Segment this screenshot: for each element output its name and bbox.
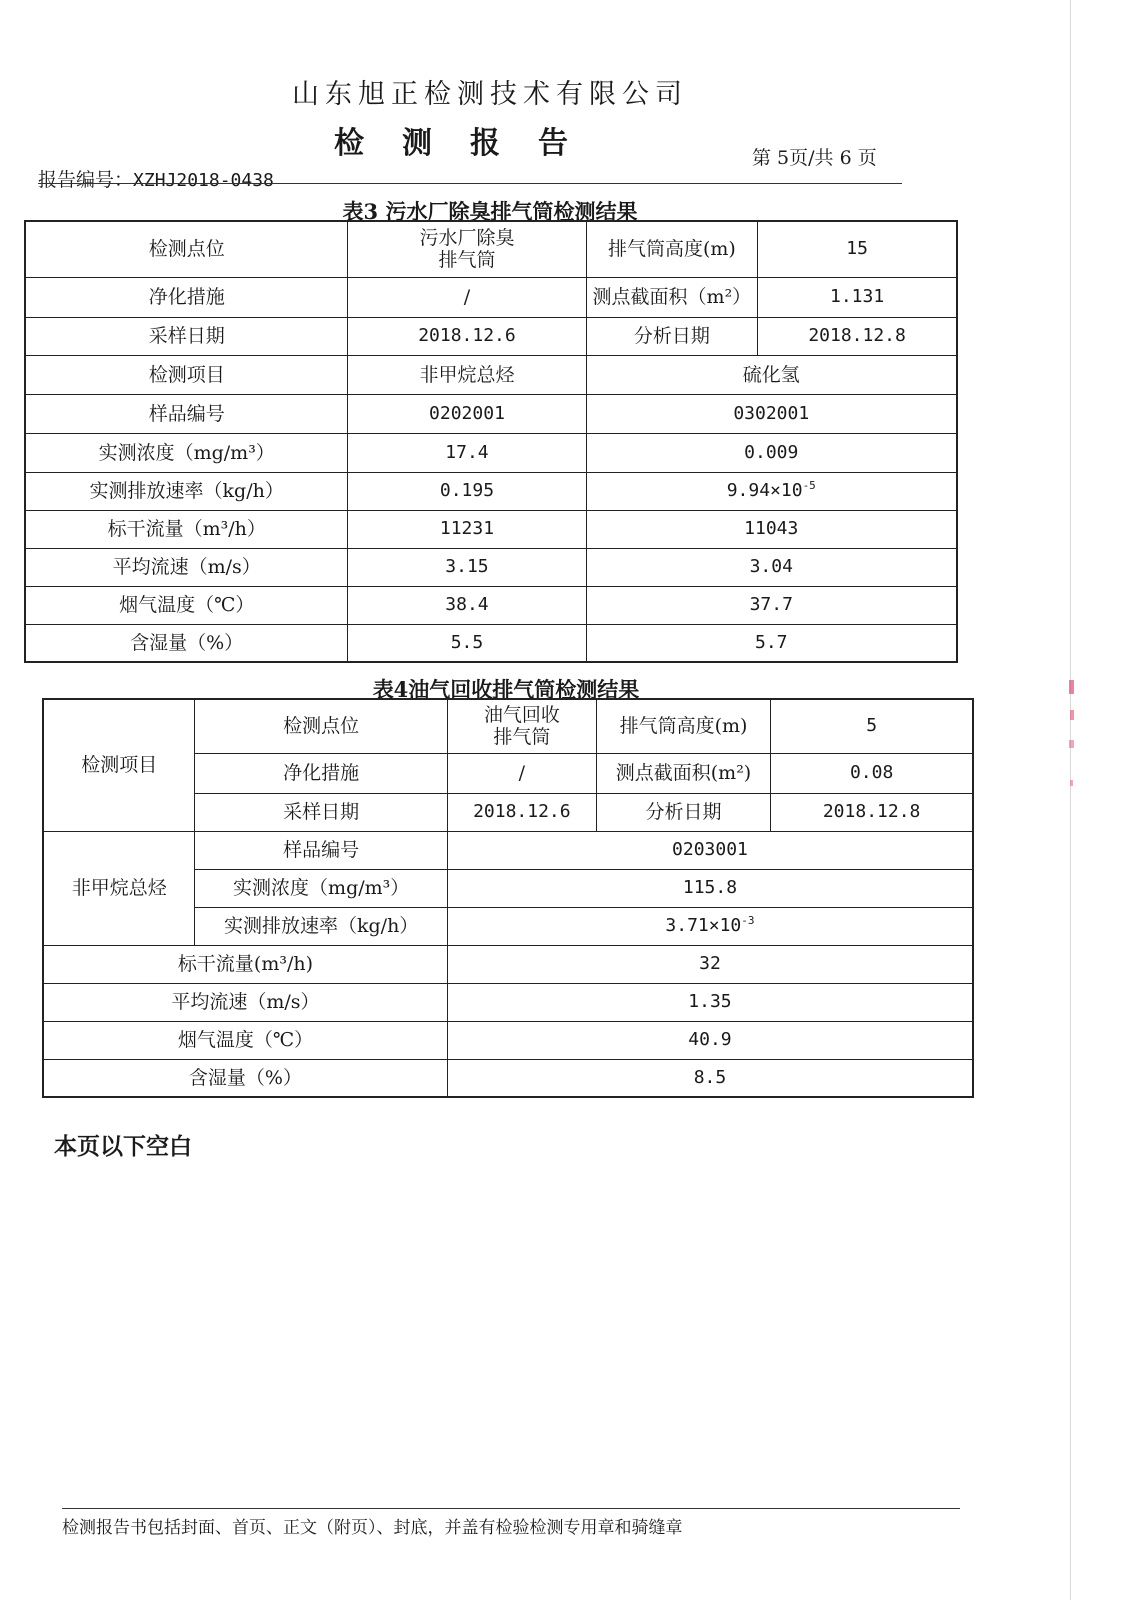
group-label: 非甲烷总烃	[43, 831, 195, 945]
rate-base: 9.94×10	[726, 480, 803, 501]
cell-value: 硫化氢	[586, 355, 957, 394]
cell-label: 含湿量（%）	[25, 624, 348, 662]
cell-value: 5.7	[586, 624, 957, 662]
rate-exponent: -5	[802, 479, 816, 492]
table-row	[25, 624, 957, 662]
cell-value	[447, 699, 596, 753]
cell-value: 5	[771, 699, 973, 753]
cell-value: 11231	[348, 510, 586, 548]
cell-label: 平均流速（m/s）	[25, 548, 348, 586]
cell-value: 11043	[586, 510, 957, 548]
footer-note: 检测报告书包括封面、首页、正文（附页）、封底，并盖有检验检测专用章和骑缝章	[62, 1518, 683, 1538]
table-row	[25, 433, 957, 472]
cell-label: 标干流量(m³/h)	[43, 945, 447, 983]
seam-stamp-fragment	[1068, 680, 1076, 800]
table4-caption: 表4油气回收排气筒检测结果	[372, 677, 640, 702]
cell-label: 排气筒高度(m)	[596, 699, 771, 753]
table-row	[25, 221, 957, 277]
table-row	[43, 945, 973, 983]
point-value-line1: 油气回收	[483, 704, 560, 727]
report-number-value: XZHJ2018-0438	[133, 170, 274, 191]
cell-label: 测点截面积(m²)	[596, 753, 771, 793]
cell-label: 检测点位	[25, 221, 348, 277]
table4	[42, 698, 974, 1098]
cell-value: 2018.12.6	[447, 793, 596, 831]
document-title: 检测报告	[334, 126, 606, 161]
cell-value: 0302001	[586, 394, 957, 433]
cell-label: 平均流速（m/s）	[43, 983, 447, 1021]
cell-value: 1.35	[447, 983, 973, 1021]
cell-value: 115.8	[447, 869, 973, 907]
cell-label: 样品编号	[195, 831, 448, 869]
rate-base: 3.71×10	[665, 915, 742, 936]
table-row	[43, 1021, 973, 1059]
group-label: 检测项目	[43, 699, 195, 831]
cell-label: 实测排放速率（kg/h）	[195, 907, 448, 945]
table-row	[25, 394, 957, 433]
cell-label: 采样日期	[25, 317, 348, 355]
cell-value: 38.4	[348, 586, 586, 624]
table-row	[25, 472, 957, 510]
point-value-line1: 污水厂除臭	[419, 227, 515, 250]
cell-value: 5.5	[348, 624, 586, 662]
table-row	[43, 699, 973, 753]
cell-value: 8.5	[447, 1059, 973, 1097]
cell-value: 15	[758, 221, 957, 277]
cell-label: 实测浓度（mg/m³）	[195, 869, 448, 907]
table-row	[25, 586, 957, 624]
report-number	[38, 165, 274, 192]
footer-rule	[62, 1508, 960, 1509]
cell-value: 40.9	[447, 1021, 973, 1059]
table-row	[43, 983, 973, 1021]
cell-label: 含湿量（%）	[43, 1059, 447, 1097]
cell-value: 非甲烷总烃	[348, 355, 586, 394]
cell-label: 净化措施	[195, 753, 448, 793]
cell-value: 3.15	[348, 548, 586, 586]
cell-label: 排气筒高度(m)	[586, 221, 758, 277]
cell-value: 0.009	[586, 433, 957, 472]
page-info: 第 5页/共 6 页	[752, 147, 877, 169]
cell-value: /	[348, 277, 586, 317]
cell-label: 实测排放速率（kg/h）	[25, 472, 348, 510]
cell-label: 烟气温度（℃）	[43, 1021, 447, 1059]
cell-value: 32	[447, 945, 973, 983]
cell-label: 净化措施	[25, 277, 348, 317]
cell-value: 2018.12.6	[348, 317, 586, 355]
cell-value: 2018.12.8	[758, 317, 957, 355]
rate-exponent: -3	[741, 914, 755, 927]
table-row	[25, 355, 957, 394]
cell-value: 2018.12.8	[771, 793, 973, 831]
cell-label: 测点截面积（m²）	[586, 277, 758, 317]
point-value-line2: 排气筒	[493, 726, 551, 749]
blank-below-note: 本页以下空白	[54, 1134, 192, 1160]
cell-value	[586, 472, 957, 510]
cell-value: 0203001	[447, 831, 973, 869]
table3	[24, 220, 958, 663]
table-row	[43, 831, 973, 869]
report-number-label: 报告编号：	[38, 169, 134, 191]
cell-label: 检测点位	[195, 699, 448, 753]
table-row	[25, 548, 957, 586]
cell-value: 0.195	[348, 472, 586, 510]
table3-caption: 表3 污水厂除臭排气筒检测结果	[342, 199, 638, 224]
cell-label: 标干流量（m³/h）	[25, 510, 348, 548]
cell-value: 0.08	[771, 753, 973, 793]
table-row	[25, 317, 957, 355]
table-row	[25, 510, 957, 548]
cell-value	[447, 907, 973, 945]
seam-stamp-marks	[1068, 680, 1076, 800]
cell-value: 37.7	[586, 586, 957, 624]
cell-label: 样品编号	[25, 394, 348, 433]
cell-value	[348, 221, 586, 277]
cell-label: 分析日期	[586, 317, 758, 355]
header-rule	[38, 183, 902, 184]
table-row	[25, 277, 957, 317]
cell-label: 实测浓度（mg/m³）	[25, 433, 348, 472]
cell-label: 采样日期	[195, 793, 448, 831]
cell-value: /	[447, 753, 596, 793]
cell-label: 检测项目	[25, 355, 348, 394]
table-row	[43, 1059, 973, 1097]
cell-label: 烟气温度（℃）	[25, 586, 348, 624]
company-name: 山东旭正检测技术有限公司	[292, 79, 688, 110]
cell-value: 1.131	[758, 277, 957, 317]
cell-label: 分析日期	[596, 793, 771, 831]
cell-value: 0202001	[348, 394, 586, 433]
cell-value: 17.4	[348, 433, 586, 472]
point-value-line2: 排气筒	[438, 249, 496, 272]
cell-value: 3.04	[586, 548, 957, 586]
